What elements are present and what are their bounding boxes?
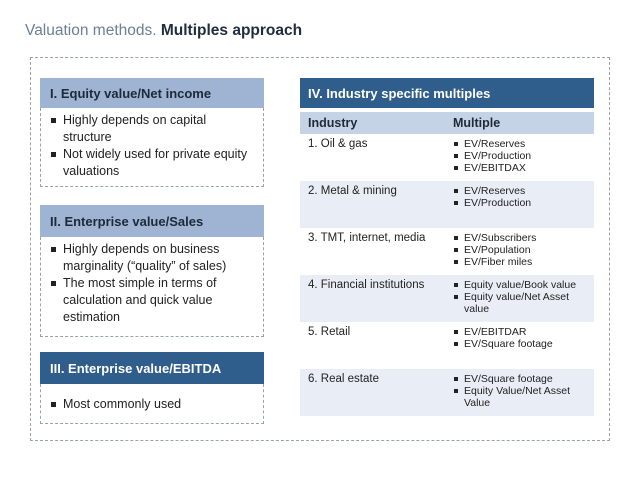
multiple-item: EV/Subscribers: [453, 232, 588, 244]
title-prefix: Valuation methods.: [25, 22, 157, 39]
multiple-cell: [445, 275, 594, 322]
multiple-item: EV/Square footage: [453, 338, 588, 350]
multiple-item: EV/EBITDAX: [453, 162, 588, 174]
industry-cell: 2. Metal & mining: [300, 181, 445, 228]
multiple-item: Equity Value/Net Asset Value: [453, 385, 588, 409]
multiple-item: Equity value/Book value: [453, 279, 588, 291]
industry-cell: 4. Financial institutions: [300, 275, 445, 322]
section-header-equity-net-income: [40, 78, 264, 108]
table-row: [300, 134, 594, 181]
multiple-item: EV/Reserves: [453, 185, 588, 197]
multiple-item: EV/Reserves: [453, 138, 588, 150]
multiple-item: Equity value/Net Asset value: [453, 291, 588, 315]
multiple-item: EV/Fiber miles: [453, 256, 588, 268]
column-header-industry: Industry: [300, 112, 445, 134]
section-header-ev-sales: [40, 205, 264, 237]
section-body-equity-net-income: [40, 108, 264, 187]
bullet-item: The most simple in terms of calculation and quick value estimation: [49, 275, 255, 326]
multiple-cell: [445, 134, 594, 181]
table-header-row: [300, 112, 594, 134]
title-main: Multiples approach: [160, 22, 303, 39]
industry-multiples-table: [300, 112, 594, 416]
multiple-cell: [445, 369, 594, 416]
table-row: [300, 181, 594, 228]
industry-multiples-header: [300, 78, 594, 108]
multiple-item: EV/Production: [453, 197, 588, 209]
multiple-item: EV/EBITDAR: [453, 326, 588, 338]
section-header-ev-ebitda: [40, 352, 264, 384]
industry-cell: 3. TMT, internet, media: [300, 228, 445, 275]
slide-title: [25, 22, 302, 40]
industry-cell: 1. Oil & gas: [300, 134, 445, 181]
table-row: [300, 275, 594, 322]
industry-cell: 5. Retail: [300, 322, 445, 369]
bullet-item: Highly depends on capital structure: [49, 112, 255, 146]
section-body-ev-ebitda: [40, 384, 264, 424]
table-row: [300, 322, 594, 369]
bullet-item: Highly depends on business marginality (“quality” of sales): [49, 241, 255, 275]
multiple-cell: [445, 322, 594, 369]
bullet-item: Most commonly used: [49, 396, 255, 413]
multiple-item: EV/Square footage: [453, 373, 588, 385]
industry-cell: 6. Real estate: [300, 369, 445, 416]
table-row: [300, 369, 594, 416]
section-header-label: I. Equity value/Net income: [50, 85, 212, 101]
bullet-item: Not widely used for private equity valuations: [49, 146, 255, 180]
multiple-item: EV/Population: [453, 244, 588, 256]
industry-multiples-header-label: IV. Industry specific multiples: [308, 85, 491, 101]
multiple-cell: [445, 181, 594, 228]
multiple-cell: [445, 228, 594, 275]
section-body-ev-sales: [40, 237, 264, 337]
multiple-item: EV/Production: [453, 150, 588, 162]
column-header-multiple: Multiple: [445, 112, 594, 134]
section-header-label: II. Enterprise value/Sales: [50, 213, 204, 229]
section-header-label: III. Enterprise value/EBITDA: [50, 360, 222, 376]
table-row: [300, 228, 594, 275]
